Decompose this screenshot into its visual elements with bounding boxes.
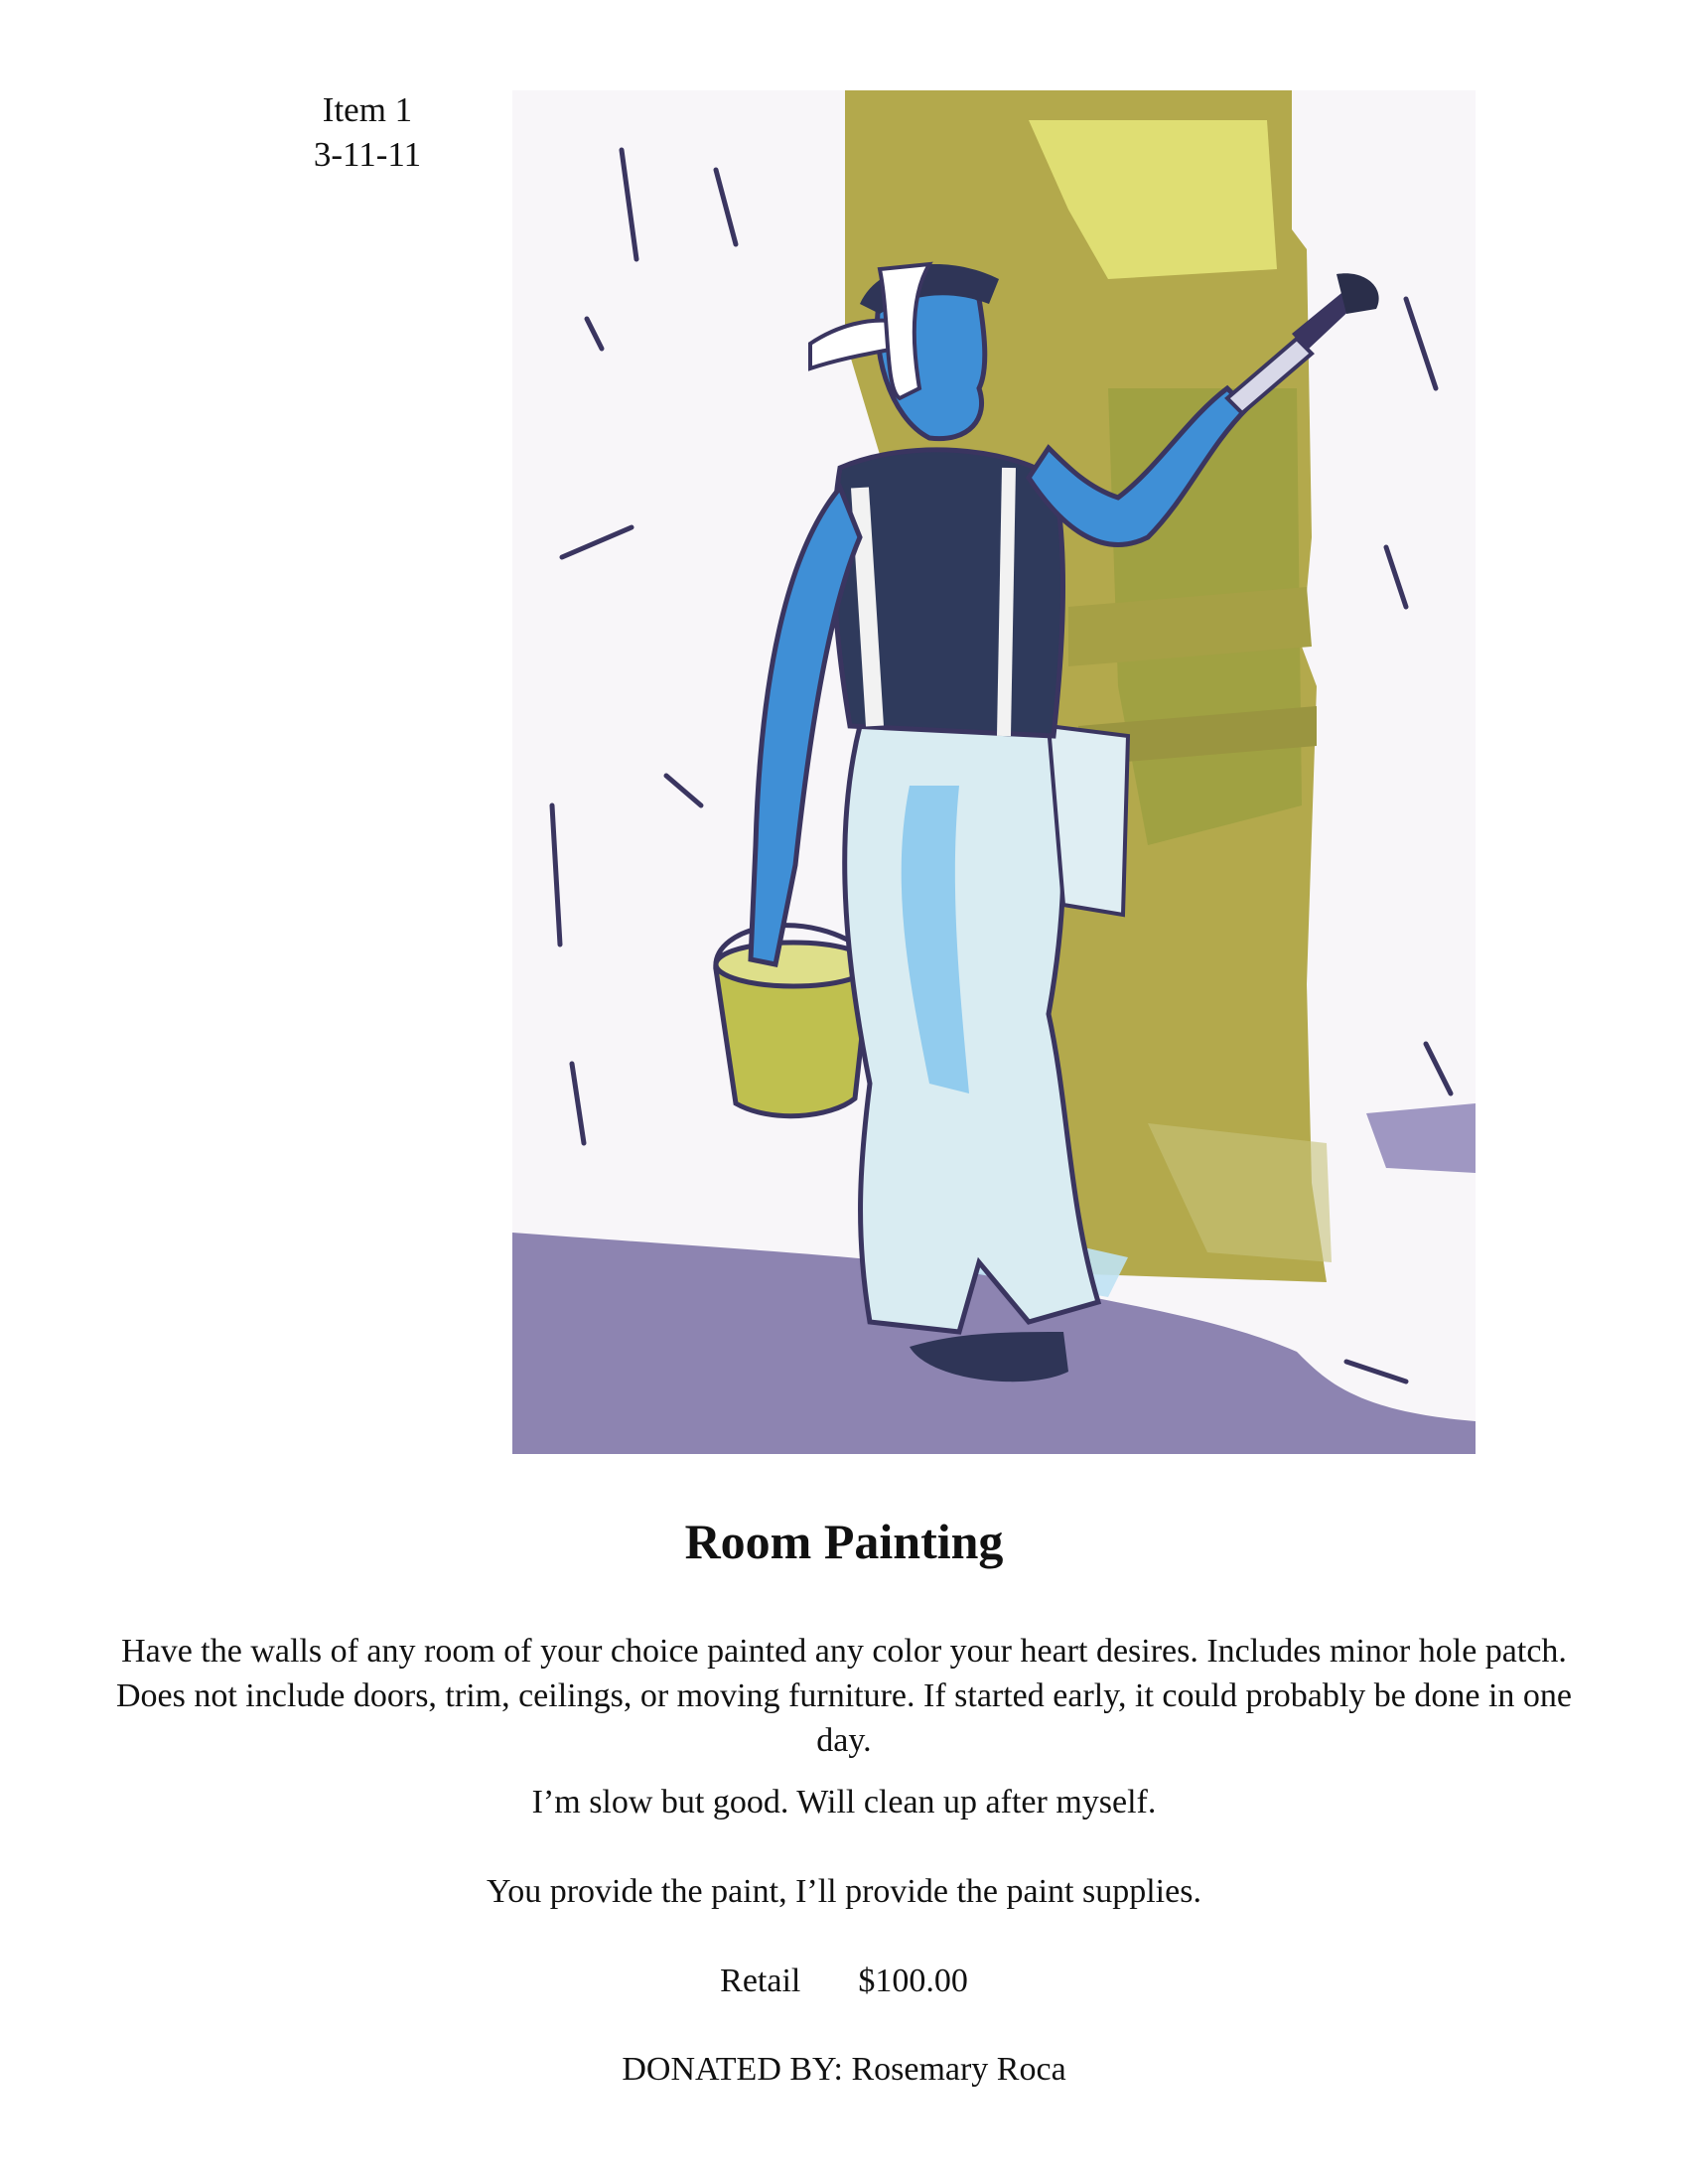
- painter-illustration: [512, 90, 1476, 1454]
- retail-line: [0, 1959, 1688, 2003]
- item-date: 3-11-11: [313, 135, 422, 174]
- item-number: Item 1: [322, 90, 413, 129]
- item-supplies: You provide the paint, I’ll provide the paint supplies.: [487, 1873, 1201, 1910]
- item-note: I’m slow but good. Will clean up after myself.: [531, 1784, 1157, 1820]
- donor-line: DONATED BY: Rosemary Roca: [622, 2051, 1066, 2088]
- retail-label: Retail: [720, 1963, 801, 1999]
- painter-drawing: [512, 90, 1476, 1454]
- item-description: Have the walls of any room of your choice painted any color your heart desires. Includes minor hole patch. Does not include doors, trim, ceilings, or moving furniture. If started early, it could probably be done in one day.: [115, 1633, 1573, 1759]
- item-header: [298, 87, 437, 177]
- retail-value: $100.00: [858, 1963, 968, 1999]
- item-title: Room Painting: [684, 1514, 1004, 1569]
